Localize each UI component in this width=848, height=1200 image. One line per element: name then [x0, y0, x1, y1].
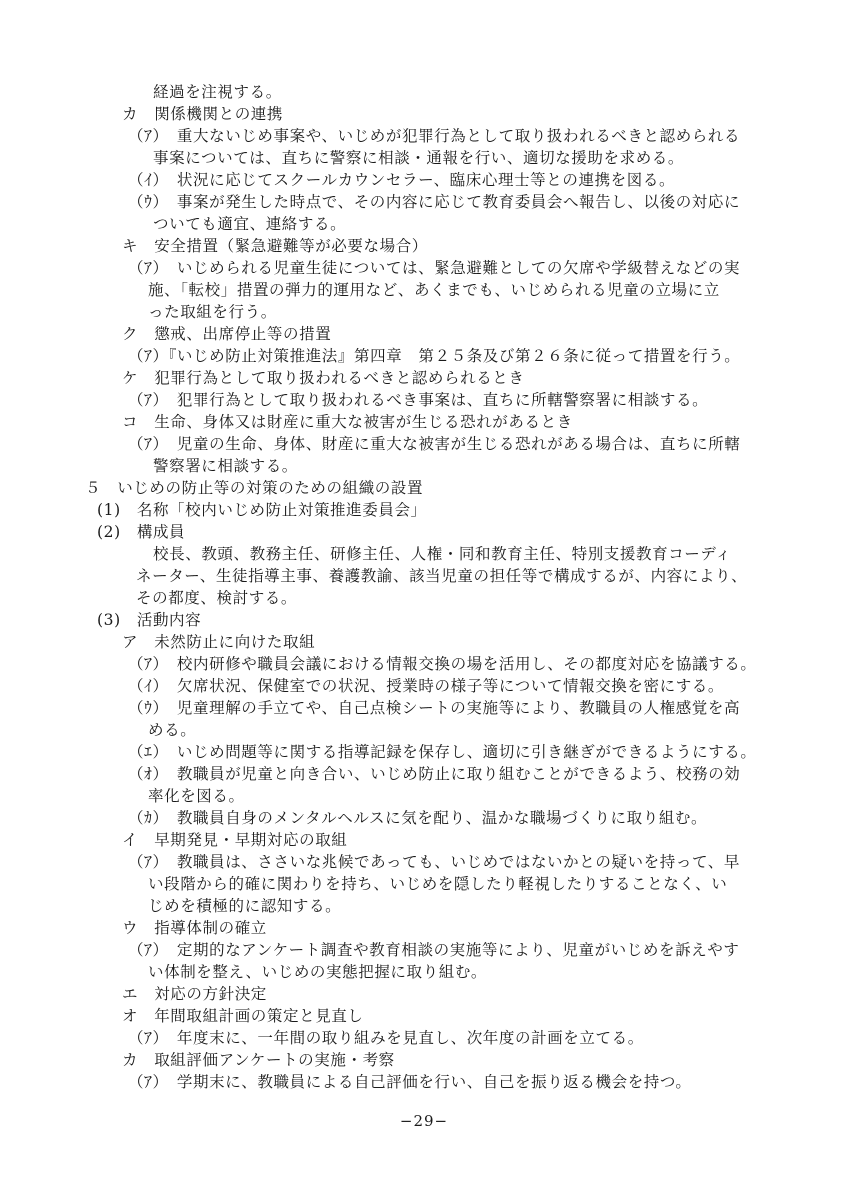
text-line: その都度、検討する。	[136, 589, 298, 607]
text-line: 警察署に相談する。	[153, 457, 298, 475]
page-number: −29−	[399, 1112, 449, 1130]
list-item: （ｱ） 学期末に、教職員による自己評価を行い、自己を振り返る機会を持つ。	[128, 1073, 692, 1091]
text-line: ついても適宜、連絡する。	[153, 215, 347, 233]
text-line: 事案については、直ちに警察に相談・通報を行い、適切な援助を求める。	[153, 149, 684, 167]
section-heading: ケ 犯罪行為として取り扱われるべきと認められるとき	[122, 369, 525, 387]
list-item: （ｱ） いじめられる児童生徒については、緊急避難としての欠席や学級替えなどの実	[128, 259, 741, 277]
section-heading: キ 安全措置（緊急避難等が必要な場合）	[122, 237, 428, 255]
list-item: （ｲ） 状況に応じてスクールカウンセラー、臨床心理士等との連携を図る。	[128, 171, 676, 189]
subsection-heading: (1) 名称「校内いじめ防止対策推進委員会」	[97, 501, 427, 519]
text-line: 率化を図る。	[148, 787, 245, 805]
section-heading: エ 対応の方針決定	[122, 985, 267, 1003]
text-line: 施、「転校」措置の弾力的運用など、あくまでも、いじめられる児童の立場に立	[148, 281, 720, 299]
chapter-heading: ５ いじめの防止等の対策のための組織の設置	[85, 479, 424, 497]
text-line: った取組を行う。	[148, 303, 277, 321]
text-line: い段階から的確に関わりを持ち、いじめを隠したり軽視したりすることなく、い	[148, 875, 728, 893]
section-heading: イ 早期発見・早期対応の取組	[122, 831, 348, 849]
list-item: （ｱ） 児童の生命、身体、財産に重大な被害が生じる恐れがある場合は、直ちに所轄	[128, 435, 741, 453]
section-heading: ク 懲戒、出席停止等の措置	[122, 325, 332, 343]
list-item: （ｱ） 年度末に、一年間の取り組みを見直し、次年度の計画を立てる。	[128, 1029, 644, 1047]
section-heading: ア 未然防止に向けた取組	[122, 633, 316, 651]
text-line: める。	[148, 721, 197, 739]
list-item: （ｱ） 定期的なアンケート調査や教育相談の実施等により、児童がいじめを訴えやす	[128, 941, 740, 959]
text-line: 経過を注視する。	[153, 83, 282, 101]
section-heading: カ 取組評価アンケートの実施・考察	[122, 1051, 395, 1069]
section-heading: オ 年間取組計画の策定と見直し	[122, 1007, 364, 1025]
list-item: （ｱ） 校内研修や職員会議における情報交換の場を活用し、その都度対応を協議する。	[128, 655, 757, 673]
list-item: （ｱ） 犯罪行為として取り扱われるべき事案は、直ちに所轄警察署に相談する。	[128, 391, 709, 409]
list-item: （ｲ） 欠席状況、保健室での状況、授業時の様子等について情報交換を密にする。	[128, 677, 724, 695]
list-item: （ｱ）『いじめ防止対策推進法』第四章 第２５条及び第２６条に従って措置を行う。	[128, 347, 741, 365]
section-heading: コ 生命、身体又は財産に重大な被害が生じる恐れがあるとき	[122, 413, 573, 431]
list-item: （ｳ） 事案が発生した時点で、その内容に応じて教育委員会へ報告し、以後の対応に	[128, 193, 741, 211]
section-heading: ウ 指導体制の確立	[122, 919, 267, 937]
text-line: ネーター、生徒指導主事、養護教諭、該当児童の担任等で構成するが、内容により、	[136, 567, 748, 585]
subsection-heading: (2) 構成員	[97, 523, 186, 541]
list-item: （ｳ） 児童理解の手立てや、自己点検シートの実施等により、教職員の人権感覚を高	[128, 699, 741, 717]
list-item: （ｴ） いじめ問題等に関する指導記録を保存し、適切に引き継ぎができるようにする。	[128, 743, 757, 761]
section-heading: カ 関係機関との連携	[122, 105, 284, 123]
list-item: （ｱ） 教職員は、ささいな兆候であっても、いじめではないかとの疑いを持って、早	[128, 853, 740, 871]
list-item: （ｱ） 重大ないじめ事案や、いじめが犯罪行為として取り扱われるべきと認められる	[128, 127, 741, 145]
list-item: （ｵ） 教職員が児童と向き合い、いじめ防止に取り組むことができるよう、校務の効	[128, 765, 741, 783]
text-line: い体制を整え、いじめの実態把握に取り組む。	[148, 963, 488, 981]
list-item: （ｶ） 教職員自身のメンタルヘルスに気を配り、温かな職場づくりに取り組む。	[128, 809, 708, 827]
text-line: じめを積極的に認知する。	[148, 897, 342, 915]
text-line: 校長、教頭、教務主任、研修主任、人権・同和教育主任、特別支援教育コーディ	[153, 545, 732, 563]
subsection-heading: (3) 活動内容	[97, 611, 202, 629]
